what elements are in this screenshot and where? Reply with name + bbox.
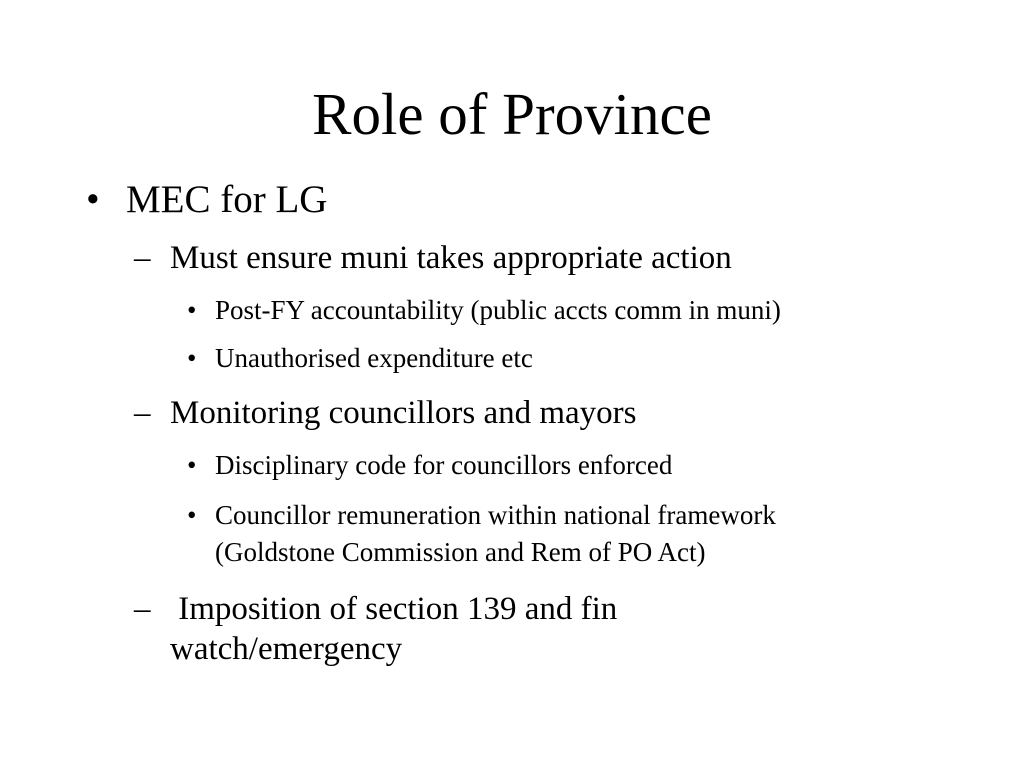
- sub-sub-item-post-fy: [187, 292, 781, 329]
- dash-marker: –: [134, 591, 151, 627]
- bullet-marker: •: [187, 295, 197, 325]
- sub-item-section-139: [134, 589, 618, 669]
- sub-sub-item-text: Post-FY accountability (public accts comm in muni): [215, 295, 781, 325]
- sub-sub-item-text-line1: Councillor remuneration within national framework: [215, 500, 776, 530]
- dash-marker: –: [134, 395, 151, 431]
- sub-sub-item-disciplinary: [187, 447, 673, 484]
- sub-sub-item-text-line2: (Goldstone Commission and Rem of PO Act): [215, 537, 706, 567]
- sub-sub-item-text: Disciplinary code for councillors enforced: [215, 450, 673, 480]
- sub-sub-item-text: Unauthorised expenditure etc: [215, 343, 533, 373]
- dash-marker: –: [134, 240, 151, 276]
- slide-title: Role of Province: [312, 81, 712, 147]
- sub-sub-item-unauthorised: [187, 340, 533, 377]
- sub-item-text-line2: watch/emergency: [170, 631, 403, 667]
- bullet-mec-for-lg: [86, 178, 328, 222]
- bullet-marker: •: [187, 343, 197, 373]
- sub-item-text: Monitoring councillors and mayors: [170, 395, 637, 431]
- bullet-marker: •: [86, 178, 100, 221]
- sub-sub-item-remuneration: [187, 497, 776, 571]
- sub-item-monitoring: [134, 393, 637, 433]
- bullet-marker: •: [187, 450, 197, 480]
- sub-item-muni-action: [134, 238, 732, 278]
- bullet-text: MEC for LG: [126, 178, 328, 221]
- bullet-marker: •: [187, 500, 197, 530]
- sub-item-text-line1: Imposition of section 139 and fin: [170, 591, 618, 627]
- sub-item-text: Must ensure muni takes appropriate action: [170, 240, 732, 276]
